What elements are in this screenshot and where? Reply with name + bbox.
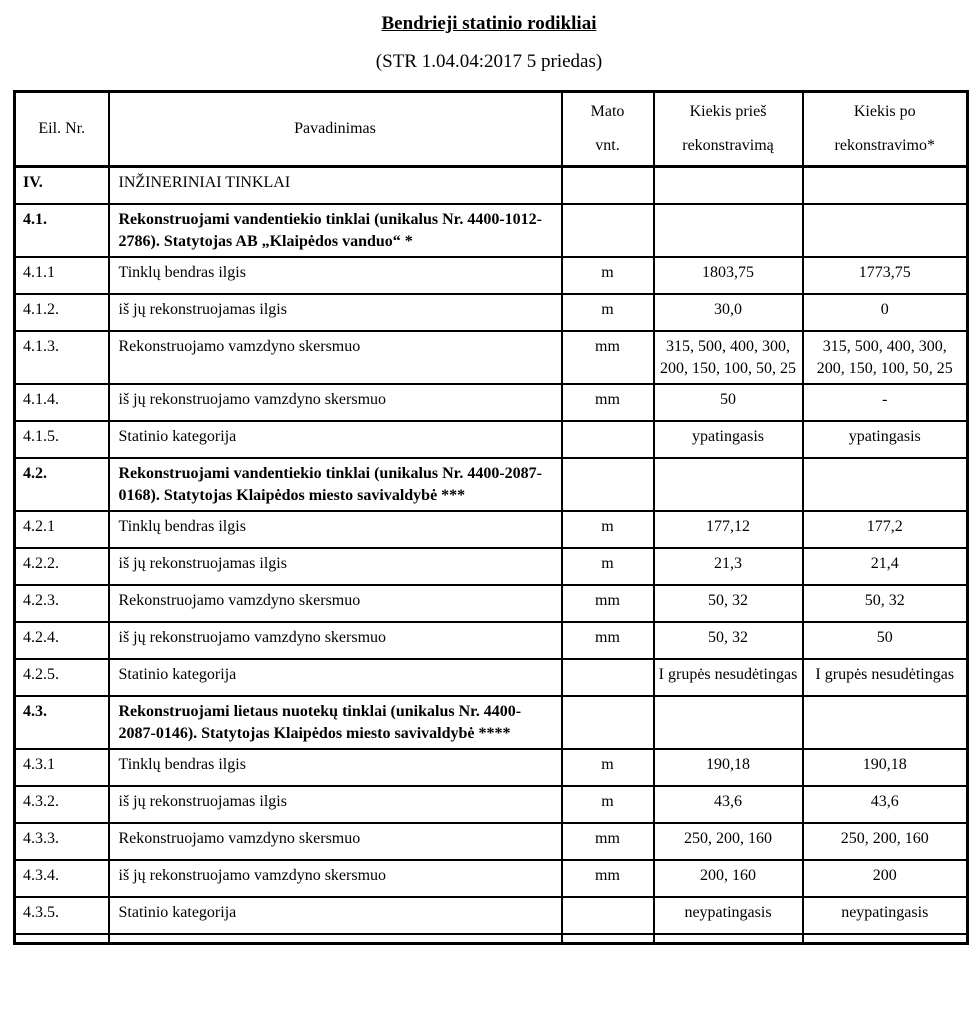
row-after-cell: 21,4 <box>803 548 968 585</box>
row-name-cell: INŽINERINIAI TINKLAI <box>109 167 562 204</box>
row-before-cell: 30,0 <box>654 294 803 331</box>
row-unit-cell: m <box>562 786 654 823</box>
row-unit-cell: m <box>562 294 654 331</box>
row-unit-cell <box>562 458 654 511</box>
row-before-cell <box>654 167 803 204</box>
row-nr-cell: 4.2. <box>15 458 109 511</box>
row-after-cell: ypatingasis <box>803 421 968 458</box>
table-row <box>15 257 968 294</box>
row-after-cell: neypatingasis <box>803 897 968 934</box>
indicators-table <box>13 90 969 945</box>
row-unit-cell <box>562 167 654 204</box>
header-mato-vnt <box>562 92 654 167</box>
row-before-cell: 21,3 <box>654 548 803 585</box>
row-before-cell: neypatingasis <box>654 897 803 934</box>
row-after-cell: 200 <box>803 860 968 897</box>
row-nr-cell: 4.1.4. <box>15 384 109 421</box>
header-eil-nr-label: Eil. Nr. <box>38 120 86 137</box>
table-header-row <box>15 92 968 167</box>
row-unit-cell <box>562 421 654 458</box>
row-after-cell: - <box>803 384 968 421</box>
row-name-cell: Rekonstruojamo vamzdyno skersmuo <box>109 331 562 384</box>
row-after-cell: 50, 32 <box>803 585 968 622</box>
header-pries-line1: Kiekis prieš <box>689 103 767 120</box>
row-unit-cell: mm <box>562 823 654 860</box>
row-name-cell: iš jų rekonstruojamo vamzdyno skersmuo <box>109 860 562 897</box>
row-nr-cell: 4.1.3. <box>15 331 109 384</box>
row-after-cell: 0 <box>803 294 968 331</box>
row-name-cell: iš jų rekonstruojamo vamzdyno skersmuo <box>109 622 562 659</box>
row-before-cell: 43,6 <box>654 786 803 823</box>
row-before-cell <box>654 934 803 944</box>
row-unit-cell: mm <box>562 622 654 659</box>
row-after-cell: 177,2 <box>803 511 968 548</box>
header-kiekis-po <box>803 92 968 167</box>
row-after-cell: 43,6 <box>803 786 968 823</box>
table-row <box>15 548 968 585</box>
table-row <box>15 511 968 548</box>
table-row <box>15 786 968 823</box>
table-row <box>15 421 968 458</box>
row-after-cell <box>803 167 968 204</box>
row-nr-cell: 4.1.1 <box>15 257 109 294</box>
row-unit-cell: m <box>562 257 654 294</box>
row-name-cell: Statinio kategorija <box>109 421 562 458</box>
row-before-cell: ypatingasis <box>654 421 803 458</box>
row-nr-cell: 4.2.3. <box>15 585 109 622</box>
row-nr-cell: 4.3. <box>15 696 109 749</box>
table-row <box>15 823 968 860</box>
row-before-cell: 190,18 <box>654 749 803 786</box>
row-nr-cell: 4.3.4. <box>15 860 109 897</box>
header-pries-line2: rekonstravimą <box>682 137 774 154</box>
row-nr-cell: 4.2.4. <box>15 622 109 659</box>
table-row <box>15 294 968 331</box>
table-body <box>15 167 968 944</box>
row-before-cell <box>654 696 803 749</box>
row-nr-cell: 4.2.5. <box>15 659 109 696</box>
row-after-cell <box>803 458 968 511</box>
row-before-cell <box>654 458 803 511</box>
row-unit-cell <box>562 696 654 749</box>
row-after-cell: 190,18 <box>803 749 968 786</box>
header-kiekis-pries <box>654 92 803 167</box>
table-row <box>15 331 968 384</box>
table-row <box>15 860 968 897</box>
row-name-cell <box>109 934 562 944</box>
table-row <box>15 696 968 749</box>
row-after-cell: I grupės nesudėtingas <box>803 659 968 696</box>
row-name-cell: iš jų rekonstruojamas ilgis <box>109 548 562 585</box>
row-after-cell <box>803 696 968 749</box>
row-unit-cell: mm <box>562 860 654 897</box>
row-unit-cell: m <box>562 749 654 786</box>
row-before-cell: 315, 500, 400, 300, 200, 150, 100, 50, 25 <box>654 331 803 384</box>
row-unit-cell: mm <box>562 585 654 622</box>
row-unit-cell <box>562 204 654 257</box>
table-row <box>15 659 968 696</box>
row-unit-cell: m <box>562 548 654 585</box>
table-row <box>15 585 968 622</box>
row-before-cell: 50, 32 <box>654 622 803 659</box>
row-name-cell: Statinio kategorija <box>109 659 562 696</box>
row-after-cell: 250, 200, 160 <box>803 823 968 860</box>
row-nr-cell: 4.3.5. <box>15 897 109 934</box>
row-nr-cell: 4.3.1 <box>15 749 109 786</box>
table-row-partial <box>15 934 968 944</box>
row-nr-cell: 4.2.2. <box>15 548 109 585</box>
row-nr-cell: 4.1.2. <box>15 294 109 331</box>
row-before-cell: 50 <box>654 384 803 421</box>
row-after-cell <box>803 204 968 257</box>
row-name-cell: Rekonstruojami lietaus nuotekų tinklai (unikalus Nr. 4400-2087-0146). Statytojas Klaipėdos miesto savivaldybė **** <box>109 696 562 749</box>
table-header <box>15 92 968 167</box>
row-nr-cell: 4.1.5. <box>15 421 109 458</box>
table-row <box>15 622 968 659</box>
row-unit-cell: mm <box>562 331 654 384</box>
row-name-cell: Tinklų bendras ilgis <box>109 749 562 786</box>
row-name-cell: iš jų rekonstruojamo vamzdyno skersmuo <box>109 384 562 421</box>
row-name-cell: Rekonstruojamo vamzdyno skersmuo <box>109 823 562 860</box>
row-after-cell: 50 <box>803 622 968 659</box>
row-name-cell: iš jų rekonstruojamas ilgis <box>109 294 562 331</box>
page-subtitle: (STR 1.04.04:2017 5 priedas) <box>375 51 603 72</box>
header-mato-line2: vnt. <box>595 137 620 154</box>
row-name-cell: Tinklų bendras ilgis <box>109 257 562 294</box>
row-name-cell: Rekonstruojamo vamzdyno skersmuo <box>109 585 562 622</box>
row-name-cell: Statinio kategorija <box>109 897 562 934</box>
row-nr-cell: IV. <box>15 167 109 204</box>
header-pavadinimas-label: Pavadinimas <box>294 120 376 137</box>
row-name-cell: Rekonstruojami vandentiekio tinklai (unikalus Nr. 4400-2087-0168). Statytojas Klaipėdos miesto savivaldybė *** <box>109 458 562 511</box>
table-row <box>15 384 968 421</box>
header-mato-line1: Mato <box>590 103 625 120</box>
row-nr-cell: 4.3.2. <box>15 786 109 823</box>
row-before-cell <box>654 204 803 257</box>
row-unit-cell <box>562 934 654 944</box>
row-unit-cell: m <box>562 511 654 548</box>
row-name-cell: iš jų rekonstruojamas ilgis <box>109 786 562 823</box>
row-name-cell: Rekonstruojami vandentiekio tinklai (unikalus Nr. 4400-1012-2786). Statytojas AB „Klaipėdos vanduo“ * <box>109 204 562 257</box>
row-after-cell: 315, 500, 400, 300, 200, 150, 100, 50, 25 <box>803 331 968 384</box>
table-row <box>15 458 968 511</box>
row-after-cell <box>803 934 968 944</box>
header-eil-nr <box>15 92 109 167</box>
table-row <box>15 749 968 786</box>
page-title: Bendrieji statinio rodikliai <box>381 13 597 34</box>
row-nr-cell: 4.1. <box>15 204 109 257</box>
row-before-cell: 200, 160 <box>654 860 803 897</box>
row-after-cell: 1773,75 <box>803 257 968 294</box>
row-before-cell: 177,12 <box>654 511 803 548</box>
row-name-cell: Tinklų bendras ilgis <box>109 511 562 548</box>
row-unit-cell <box>562 659 654 696</box>
row-unit-cell: mm <box>562 384 654 421</box>
row-before-cell: 1803,75 <box>654 257 803 294</box>
header-po-line1: Kiekis po <box>853 103 916 120</box>
row-unit-cell <box>562 897 654 934</box>
row-nr-cell: 4.3.3. <box>15 823 109 860</box>
row-before-cell: 50, 32 <box>654 585 803 622</box>
header-pavadinimas <box>109 92 562 167</box>
table-row <box>15 897 968 934</box>
row-nr-cell: 4.2.1 <box>15 511 109 548</box>
row-before-cell: I grupės nesudėtingas <box>654 659 803 696</box>
header-po-line2: rekonstravimo* <box>834 137 935 154</box>
row-nr-cell <box>15 934 109 944</box>
table-row <box>15 167 968 204</box>
row-before-cell: 250, 200, 160 <box>654 823 803 860</box>
table-row <box>15 204 968 257</box>
